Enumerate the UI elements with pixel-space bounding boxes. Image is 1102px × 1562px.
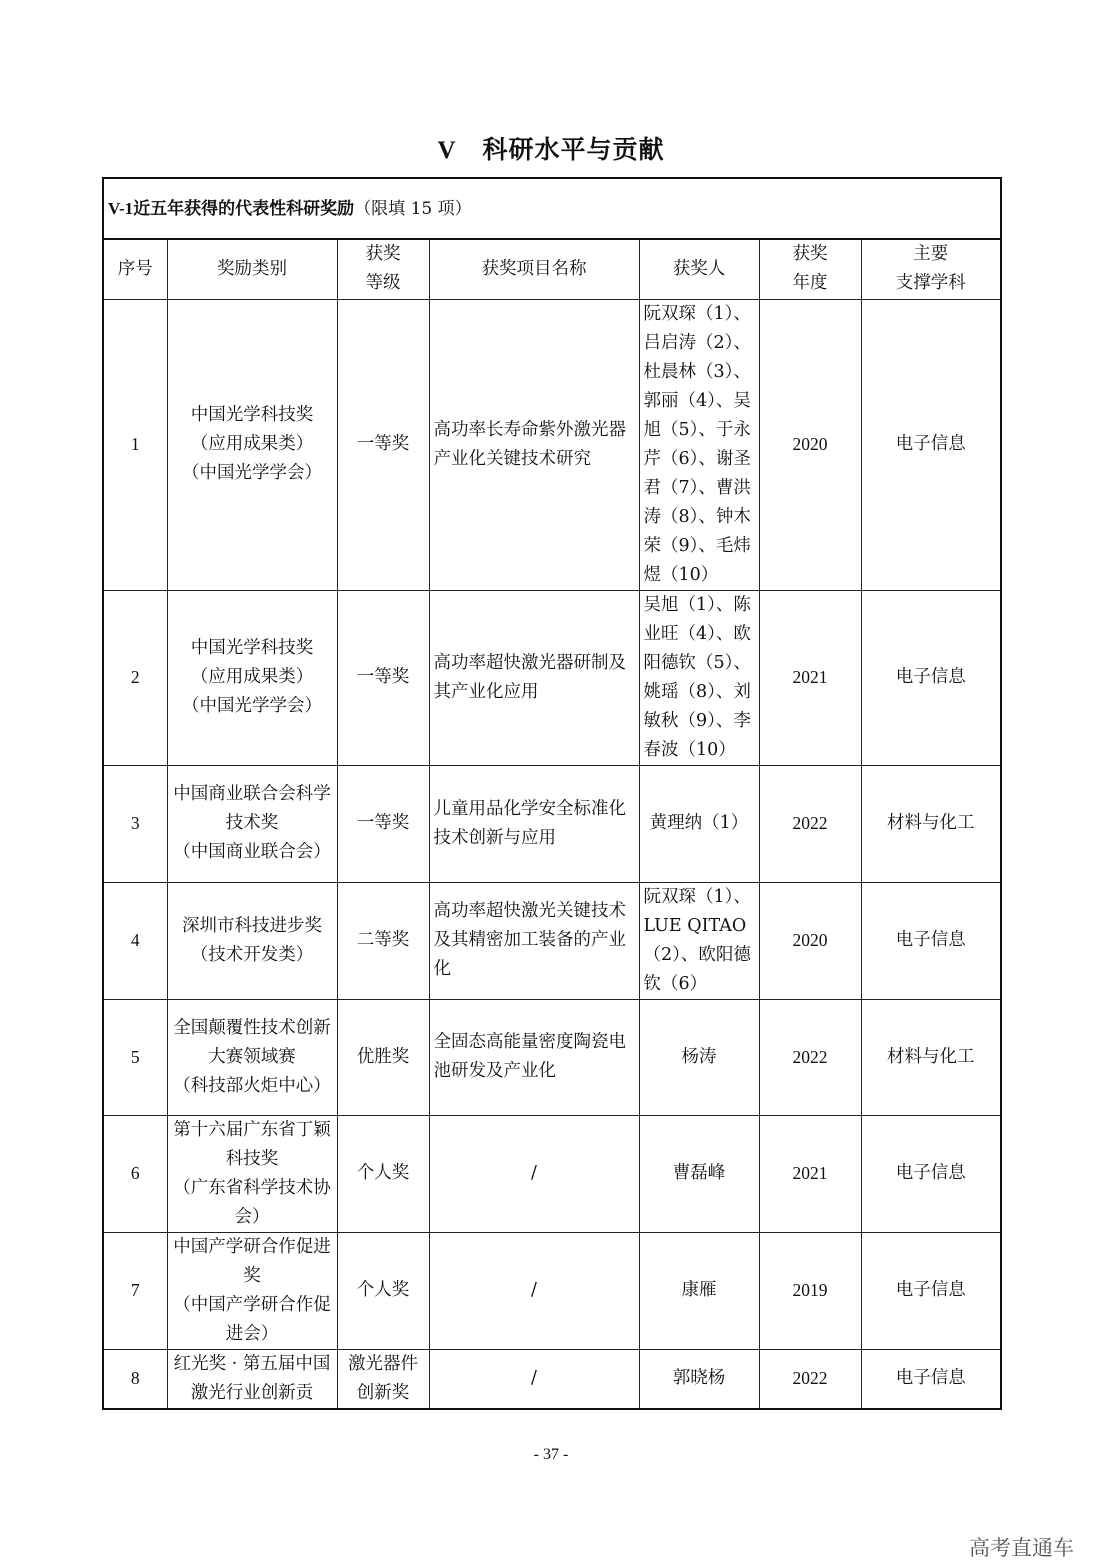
category-line: 中国商业联合会科学技术奖: [173, 784, 331, 833]
watermark-text: 高考直通车: [969, 1536, 1074, 1560]
row-winners: 阮双琛（1）、吕启涛（2）、杜晨林（3）、郭丽（4）、吴旭（5）、于永芹（6）、谢圣君（7）、曹洪涛（8）、钟木荣（9）、毛炜煜（10）: [639, 299, 759, 590]
table-row: [103, 1115, 1001, 1232]
category-line: （科技部火炬中心）: [173, 1075, 331, 1096]
row-level: 一等奖: [337, 765, 429, 882]
header-winners: 获奖人: [639, 239, 759, 299]
table-row: [103, 1232, 1001, 1349]
table-row: [103, 882, 1001, 999]
category-line: 中国光学科技奖: [190, 405, 314, 425]
header-level-line-1: 获奖: [365, 244, 401, 265]
row-seq: 2: [103, 590, 167, 765]
row-seq: 3: [103, 765, 167, 882]
section-title: 科研水平与贡献: [482, 135, 665, 164]
header-level: [337, 239, 429, 299]
header-category: 奖励类别: [167, 239, 337, 299]
row-year: 2022: [759, 765, 861, 882]
category-line: （应用成果类）: [190, 667, 314, 687]
page-number: - 37 -: [533, 1446, 569, 1463]
table-row: [103, 999, 1001, 1115]
header-level-line-2: 等级: [365, 273, 401, 294]
row-discipline: 电子信息: [861, 1232, 1001, 1349]
row-discipline: 电子信息: [861, 1115, 1001, 1232]
row-discipline: 电子信息: [861, 882, 1001, 999]
category-line: 红光奖 · 第五届中国激光行业创新贡: [173, 1353, 331, 1403]
row-seq: 7: [103, 1232, 167, 1349]
header-discipline: [861, 239, 1001, 299]
table-row: [103, 299, 1001, 590]
row-category: [167, 590, 337, 765]
row-discipline: 电子信息: [861, 1349, 1001, 1409]
row-seq: 5: [103, 999, 167, 1115]
row-year: 2022: [759, 999, 861, 1115]
table-row: [103, 1349, 1001, 1409]
category-line: （中国商业联合会）: [173, 842, 331, 862]
row-year: 2021: [759, 1115, 861, 1232]
row-discipline: 电子信息: [861, 590, 1001, 765]
row-seq: 4: [103, 882, 167, 999]
row-year: 2019: [759, 1232, 861, 1349]
header-year: [759, 239, 861, 299]
row-project: 儿童用品化学安全标准化技术创新与应用: [429, 765, 639, 882]
row-year: 2020: [759, 299, 861, 590]
row-category: [167, 1115, 337, 1232]
category-line: 第十六届广东省丁颖科技奖: [173, 1119, 331, 1169]
row-winners: 曹磊峰: [639, 1115, 759, 1232]
row-year: 2021: [759, 590, 861, 765]
row-winners: 杨涛: [639, 999, 759, 1115]
row-winners: 郭晓杨: [639, 1349, 759, 1409]
row-seq: 1: [103, 299, 167, 590]
row-project: /: [429, 1349, 639, 1409]
category-line: 全国颠覆性技术创新大赛领域赛: [173, 1017, 331, 1067]
row-level: 个人奖: [337, 1232, 429, 1349]
row-discipline: 电子信息: [861, 299, 1001, 590]
section-code: V-1: [108, 198, 134, 218]
row-category: [167, 882, 337, 999]
header-discipline-line-2: 支撑学科: [895, 273, 966, 294]
row-category: [167, 765, 337, 882]
row-winners: 康雁: [639, 1232, 759, 1349]
row-winners: 吴旭（1）、陈业旺（4）、欧阳德钦（5）、姚瑶（8）、刘敏秋（9）、李春波（10）: [639, 590, 759, 765]
category-line: 深圳市科技进步奖: [182, 915, 322, 936]
row-discipline: 材料与化工: [861, 999, 1001, 1115]
row-seq: 8: [103, 1349, 167, 1409]
row-project: /: [429, 1232, 639, 1349]
header-project: 获奖项目名称: [429, 239, 639, 299]
row-project: 高功率超快激光器研制及其产业化应用: [429, 590, 639, 765]
row-level: 激光器件创新奖: [337, 1349, 429, 1409]
row-project: 高功率长寿命紫外激光器产业化关键技术研究: [429, 299, 639, 590]
row-category: [167, 299, 337, 590]
section-note: （限填 15 项）: [354, 198, 472, 219]
header-discipline-line-1: 主要: [913, 244, 949, 265]
section-header-cell: [103, 178, 1001, 239]
row-level: 一等奖: [337, 299, 429, 590]
category-line: 中国产学研合作促进奖: [173, 1236, 331, 1286]
column-header-row: [103, 239, 1001, 299]
header-seq: 序号: [103, 239, 167, 299]
row-discipline: 材料与化工: [861, 765, 1001, 882]
row-category: [167, 1349, 337, 1409]
row-year: 2020: [759, 882, 861, 999]
category-line: 中国光学科技奖: [190, 638, 314, 658]
row-category: [167, 999, 337, 1115]
category-line: （技术开发类）: [190, 944, 314, 965]
row-seq: 6: [103, 1115, 167, 1232]
table-row: [103, 765, 1001, 882]
header-year-line-2: 年度: [792, 273, 828, 294]
row-level: 一等奖: [337, 590, 429, 765]
row-category: [167, 1232, 337, 1349]
row-level: 个人奖: [337, 1115, 429, 1232]
section-header-row: [103, 178, 1001, 239]
category-line: （广东省科学技术协会）: [173, 1177, 331, 1227]
row-project: 全固态高能量密度陶瓷电池研发及产业化: [429, 999, 639, 1115]
row-winners: 阮双琛（1）、LUE QITAO（2）、欧阳德钦（6）: [639, 882, 759, 999]
row-level: 二等奖: [337, 882, 429, 999]
row-year: 2022: [759, 1349, 861, 1409]
row-winners: 黄理纳（1）: [639, 765, 759, 882]
row-level: 优胜奖: [337, 999, 429, 1115]
category-line: （中国产学研合作促进会）: [173, 1294, 331, 1344]
table-row: [103, 590, 1001, 765]
header-year-line-1: 获奖: [792, 244, 828, 265]
row-project: 高功率超快激光关键技术及其精密加工装备的产业化: [429, 882, 639, 999]
awards-table: [102, 177, 1002, 1410]
category-line: （中国光学学会）: [182, 696, 322, 716]
section-roman-numeral: V: [437, 137, 457, 164]
category-line: （应用成果类）: [190, 434, 314, 454]
section-heading: 近五年获得的代表性科研奖励: [133, 198, 355, 219]
page-title: [0, 130, 1102, 166]
category-line: （中国光学学会）: [182, 463, 322, 483]
row-project: /: [429, 1115, 639, 1232]
